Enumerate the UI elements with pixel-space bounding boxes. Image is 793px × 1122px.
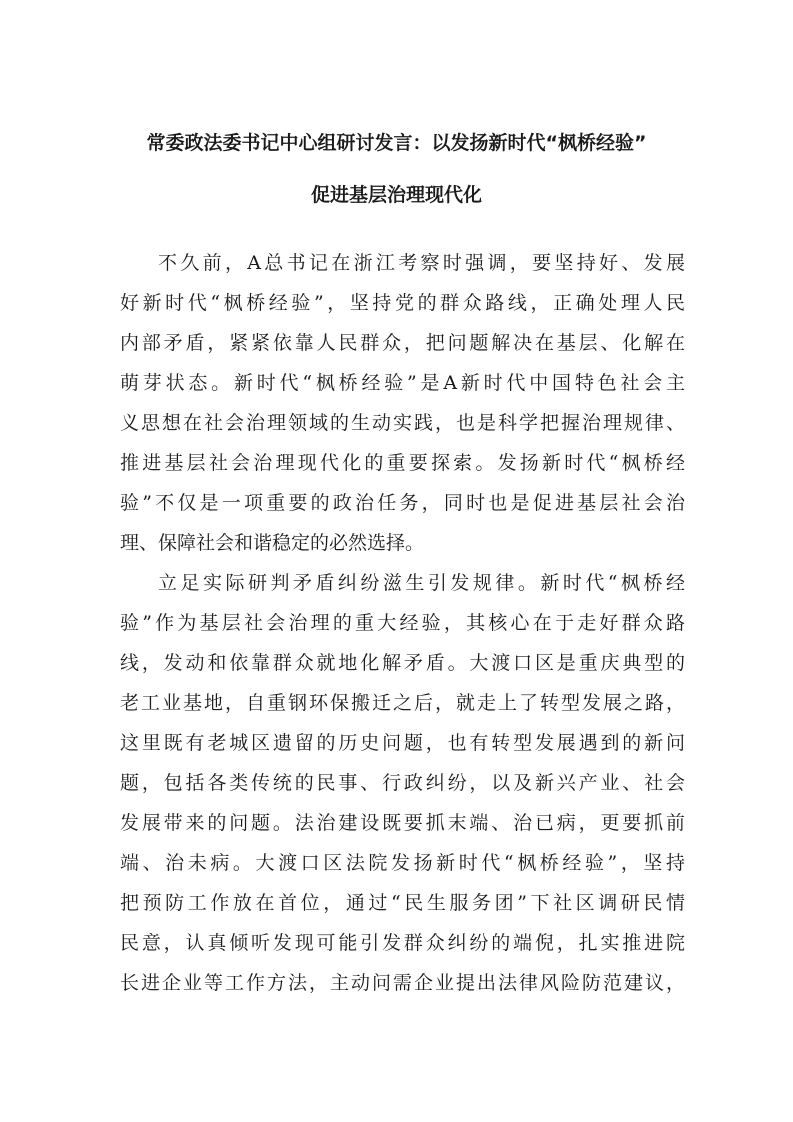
document-body <box>120 243 685 1003</box>
paragraph-1 <box>120 243 685 563</box>
text-line: 好新时代“枫桥经验”，坚持党的群众路线，正确处理人民 <box>120 292 685 314</box>
text-line: 理、保障社会和谐稳定的必然选择。 <box>120 532 425 554</box>
text-line: 内部矛盾，紧紧依靠人民群众，把问题解决在基层、化解在 <box>120 332 685 354</box>
text-line: 线，发动和依靠群众就地化解矛盾。大渡口区是重庆典型的 <box>120 652 685 674</box>
text-line: 不久前，A总书记在浙江考察时强调，要坚持好、发展 <box>158 252 685 274</box>
text-line: 民意，认真倾听发现可能引发群众纠纷的端倪，扎实推进院 <box>120 932 685 954</box>
text-line: 萌芽状态。新时代“枫桥经验”是A新时代中国特色社会主 <box>120 372 685 394</box>
text-line: 验”作为基层社会治理的重大经验，其核心在于走好群众路 <box>120 612 685 634</box>
text-line: 端、治未病。大渡口区法院发扬新时代“枫桥经验”，坚持 <box>120 852 685 874</box>
text-line: 发展带来的问题。法治建设既要抓末端、治已病，更要抓前 <box>120 812 685 834</box>
text-line: 长进企业等工作方法，主动问需企业提出法律风险防范建议， <box>120 972 685 994</box>
text-line: 这里既有老城区遗留的历史问题，也有转型发展遇到的新问 <box>120 732 685 754</box>
text-line: 立足实际研判矛盾纠纷滋生引发规律。新时代“枫桥经 <box>158 572 685 594</box>
document-title-line-1: 常委政法委书记中心组研讨发言：以发扬新时代“枫桥经验” <box>146 132 647 154</box>
paragraph-2 <box>120 563 685 1003</box>
text-line: 题，包括各类传统的民事、行政纠纷，以及新兴产业、社会 <box>120 772 685 794</box>
text-line: 验”不仅是一项重要的政治任务，同时也是促进基层社会治 <box>120 492 685 514</box>
text-line: 老工业基地，自重钢环保搬迁之后，就走上了转型发展之路， <box>120 692 685 714</box>
text-line: 把预防工作放在首位，通过“民生服务团”下社区调研民情 <box>120 892 685 914</box>
text-line: 推进基层社会治理现代化的重要探索。发扬新时代“枫桥经 <box>120 452 685 474</box>
text-line: 义思想在社会治理领域的生动实践，也是科学把握治理规律、 <box>120 412 685 434</box>
document-title-line-2: 促进基层治理现代化 <box>310 184 482 206</box>
